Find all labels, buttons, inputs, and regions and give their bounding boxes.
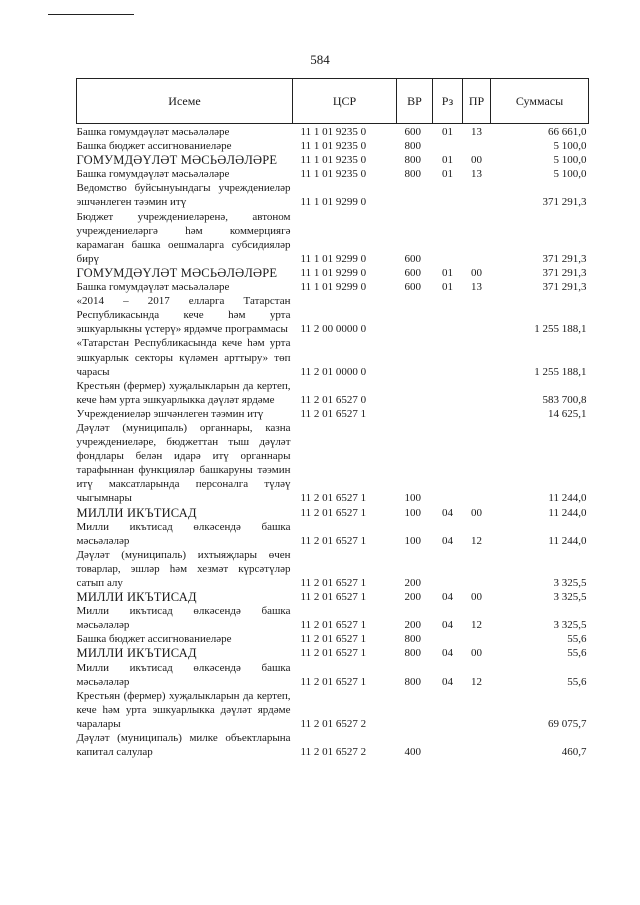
row-pr: [463, 336, 491, 378]
row-csr: 11 2 01 6527 1: [300, 633, 367, 646]
row-vr: 800: [404, 140, 421, 153]
row-sum: 1 255 188,1: [534, 365, 587, 378]
table-row: [77, 139, 589, 153]
row-vr: 600: [404, 266, 421, 279]
row-csr: 11 2 01 6527 1: [300, 619, 367, 632]
row-pr: 12: [471, 619, 482, 632]
row-vr: 600: [404, 252, 421, 265]
table-row: [77, 689, 589, 731]
row-vr: [397, 379, 433, 407]
row-name: Башка гомумдәүләт мәсьәләләре: [76, 168, 230, 181]
row-name: Бюджет учреждениеләренә, автоном учреждениеләргә һәм коммерциягә карамаган башка оешмаларга субсидияләр бирү: [76, 210, 291, 265]
row-csr: 11 2 01 6527 1: [300, 577, 367, 589]
row-sum: 371 291,3: [542, 266, 587, 279]
table-row: [77, 407, 589, 421]
row-rz: [433, 336, 463, 378]
row-name: ГОМУМДӘҮЛӘТ МӘСЬӘЛӘЛӘРЕ: [76, 153, 278, 168]
row-sum: 3 325,5: [553, 577, 587, 589]
row-csr: 11 2 00 0000 0: [300, 323, 367, 336]
table-row: [77, 661, 589, 689]
row-csr: 11 2 01 6527 1: [300, 534, 367, 547]
row-sum: 5 100,0: [553, 140, 587, 153]
row-csr: 11 1 01 9299 0: [300, 196, 367, 209]
row-csr: 11 2 01 6527 2: [300, 746, 367, 759]
table-row: [77, 124, 589, 140]
table-body: [77, 124, 589, 760]
row-sum: 55,6: [567, 647, 587, 660]
table-row: [77, 167, 589, 181]
table-row: [77, 604, 589, 632]
row-csr: 11 1 01 9235 0: [300, 140, 367, 153]
row-rz: 01: [442, 281, 453, 294]
row-csr: 11 1 01 9299 0: [300, 281, 367, 294]
row-sum: 55,6: [567, 633, 587, 646]
row-vr: 100: [404, 492, 421, 505]
row-sum: 583 700,8: [542, 393, 587, 406]
table-row: [77, 731, 589, 759]
row-csr: 11 2 01 6527 1: [300, 506, 367, 519]
row-name: Ведомство буйсынуындагы учреждениеләр эшчәнлеген тәэмин итү: [76, 182, 291, 209]
row-rz: [433, 181, 463, 209]
row-rz: 01: [442, 168, 453, 181]
row-vr: 600: [404, 281, 421, 294]
row-pr: 13: [471, 168, 482, 181]
row-rz: [433, 421, 463, 506]
row-pr: [463, 421, 491, 506]
row-sum: 5 100,0: [553, 168, 587, 181]
row-csr: 11 2 01 6527 1: [300, 492, 367, 505]
row-pr: 13: [471, 126, 482, 138]
row-name: МИЛЛИ ИКЪТИСАД: [76, 590, 197, 605]
row-pr: 00: [471, 154, 482, 167]
row-name: Милли икътисад өлкәсендә башка мәсьәләләр: [76, 520, 291, 547]
row-csr: 11 2 01 6527 1: [300, 675, 367, 688]
row-rz: [433, 548, 463, 590]
row-csr: 11 2 01 6527 1: [300, 647, 367, 660]
row-name: Милли икътисад өлкәсендә башка мәсьәләләр: [76, 605, 291, 632]
row-pr: [463, 548, 491, 590]
row-vr: [397, 689, 433, 731]
row-rz: [433, 731, 463, 759]
header-vr: ВР: [397, 79, 433, 124]
row-name: Башка гомумдәүләт мәсьәләләре: [76, 126, 230, 138]
row-sum: 14 625,1: [548, 407, 587, 420]
row-vr: 200: [404, 591, 421, 604]
row-name: Башка бюджет ассигнованиеләре: [76, 633, 232, 646]
row-csr: 11 1 01 9235 0: [300, 154, 367, 167]
row-vr: 600: [404, 126, 421, 138]
row-rz: [433, 407, 463, 421]
row-pr: 00: [471, 506, 482, 519]
row-sum: 11 244,0: [548, 492, 587, 505]
row-sum: 3 325,5: [553, 619, 587, 632]
row-sum: 371 291,3: [542, 196, 587, 209]
row-name: МИЛЛИ ИКЪТИСАД: [76, 505, 197, 520]
row-vr: 800: [404, 633, 421, 646]
row-vr: 800: [404, 647, 421, 660]
row-csr: 11 1 01 9235 0: [300, 168, 367, 181]
row-name: ГОМУМДӘҮЛӘТ МӘСЬӘЛӘЛӘРЕ: [76, 265, 278, 280]
row-rz: [433, 210, 463, 266]
row-vr: 200: [404, 577, 421, 589]
row-name: Дәүләт (муниципаль) милке объектларына капитал салулар: [76, 732, 291, 759]
row-name: МИЛЛИ ИКЪТИСАД: [76, 646, 197, 661]
row-name: «2014 – 2017 елларга Татарстан Республикасында кече һәм урта эшкуарлыкны үстерү» ярдәмче программасы: [76, 295, 291, 336]
row-vr: 800: [404, 168, 421, 181]
row-pr: 12: [471, 675, 482, 688]
row-sum: 460,7: [561, 746, 587, 759]
row-csr: 11 2 01 6527 1: [300, 591, 367, 604]
row-rz: [433, 294, 463, 336]
row-pr: [463, 210, 491, 266]
row-rz: 01: [442, 126, 453, 138]
table-row: [77, 590, 589, 604]
row-csr: 11 2 01 6527 1: [300, 407, 367, 420]
row-vr: 800: [404, 675, 421, 688]
row-pr: 13: [471, 281, 482, 294]
row-sum: 5 100,0: [553, 154, 587, 167]
row-name: «Татарстан Республикасында кече һәм урта эшкуарлык секторы күләмен арттыру» төп чарасы: [76, 337, 291, 378]
row-sum: 69 075,7: [548, 717, 587, 730]
row-rz: [433, 632, 463, 646]
row-name: Башка гомумдәүләт мәсьәләләре: [76, 281, 230, 294]
row-name: Учреждениеләр эшчәнлеген тәэмин итү: [76, 407, 264, 420]
row-sum: 55,6: [567, 675, 587, 688]
budget-table: [76, 78, 589, 759]
row-name: Крестьян (фермер) хуҗалыкларын да кертеп, кече һәм урта эшкуарлыкка дәүләт ярдәме чаралары: [76, 689, 291, 730]
row-sum: 1 255 188,1: [534, 323, 587, 336]
row-pr: 00: [471, 591, 482, 604]
row-rz: [433, 139, 463, 153]
row-csr: 11 2 01 6527 0: [300, 393, 367, 406]
row-pr: [463, 181, 491, 209]
header-rule: [48, 14, 134, 15]
row-name: Милли икътисад өлкәсендә башка мәсьәләләр: [76, 661, 291, 688]
row-rz: [433, 379, 463, 407]
row-pr: [463, 632, 491, 646]
row-name: Башка бюджет ассигнованиеләре: [76, 140, 232, 153]
row-rz: 01: [442, 154, 453, 167]
table-row: [77, 632, 589, 646]
row-sum: 3 325,5: [553, 591, 587, 604]
row-pr: [463, 689, 491, 731]
row-vr: 200: [404, 619, 421, 632]
row-vr: [397, 294, 433, 336]
row-rz: 04: [442, 591, 453, 604]
row-csr: 11 2 01 0000 0: [300, 365, 367, 378]
header-sum: Суммасы: [491, 79, 589, 124]
table-row: [77, 548, 589, 590]
row-rz: 04: [442, 534, 453, 547]
header-pr: ПР: [463, 79, 491, 124]
table-row: [77, 153, 589, 167]
row-vr: [397, 181, 433, 209]
row-sum: 66 661,0: [548, 126, 587, 138]
row-rz: 04: [442, 506, 453, 519]
table-row: [77, 379, 589, 407]
row-rz: 04: [442, 647, 453, 660]
row-pr: [463, 379, 491, 407]
row-csr: 11 1 01 9299 0: [300, 252, 367, 265]
row-csr: 11 1 01 9299 0: [300, 266, 367, 279]
row-pr: [463, 294, 491, 336]
header-rz: Рз: [433, 79, 463, 124]
row-pr: [463, 139, 491, 153]
table-row: [77, 646, 589, 660]
row-name: Дәүләт (муниципаль) органнары, казна учреждениеләре, бюджеттан тыш дәүләт фондлары белән идарә итү органнары тарафыннан функцияләр башкаруны тәэмин итү максатларында персоналга түләү чыгымнары: [76, 421, 291, 505]
row-vr: [397, 336, 433, 378]
row-pr: [463, 407, 491, 421]
row-vr: 100: [404, 534, 421, 547]
row-name: Дәүләт (муниципаль) ихтыяҗлары өчен товарлар, эшләр һәм хезмәт күрсәтүләр сатып алу: [76, 548, 291, 589]
page-number: 584: [310, 52, 330, 67]
row-sum: 11 244,0: [548, 534, 587, 547]
table-row: [77, 336, 589, 378]
row-pr: 12: [471, 534, 482, 547]
table-row: [77, 266, 589, 280]
table-row: [77, 421, 589, 506]
table-row: [77, 181, 589, 209]
row-sum: 11 244,0: [548, 506, 587, 519]
row-rz: 04: [442, 619, 453, 632]
row-sum: 371 291,3: [542, 252, 587, 265]
row-vr: 100: [404, 506, 421, 519]
table-row: [77, 506, 589, 520]
row-vr: [397, 407, 433, 421]
row-name: Крестьян (фермер) хуҗалыкларын да кертеп, кече һәм урта эшкуарлыкка дәүләт ярдәме: [76, 379, 291, 406]
row-pr: 00: [471, 266, 482, 279]
row-vr: 800: [404, 154, 421, 167]
row-rz: 04: [442, 675, 453, 688]
table-row: [77, 294, 589, 336]
row-csr: 11 2 01 6527 2: [300, 717, 367, 730]
table-row: [77, 520, 589, 548]
row-rz: 01: [442, 266, 453, 279]
table-header-row: [77, 79, 589, 124]
table-row: [77, 280, 589, 294]
row-vr: 400: [404, 746, 421, 759]
row-pr: [463, 731, 491, 759]
row-sum: 371 291,3: [542, 281, 587, 294]
table-row: [77, 210, 589, 266]
header-name: Исеме: [77, 79, 293, 124]
row-rz: [433, 689, 463, 731]
row-csr: 11 1 01 9235 0: [300, 126, 367, 138]
header-csr: ЦСР: [293, 79, 397, 124]
row-pr: 00: [471, 647, 482, 660]
